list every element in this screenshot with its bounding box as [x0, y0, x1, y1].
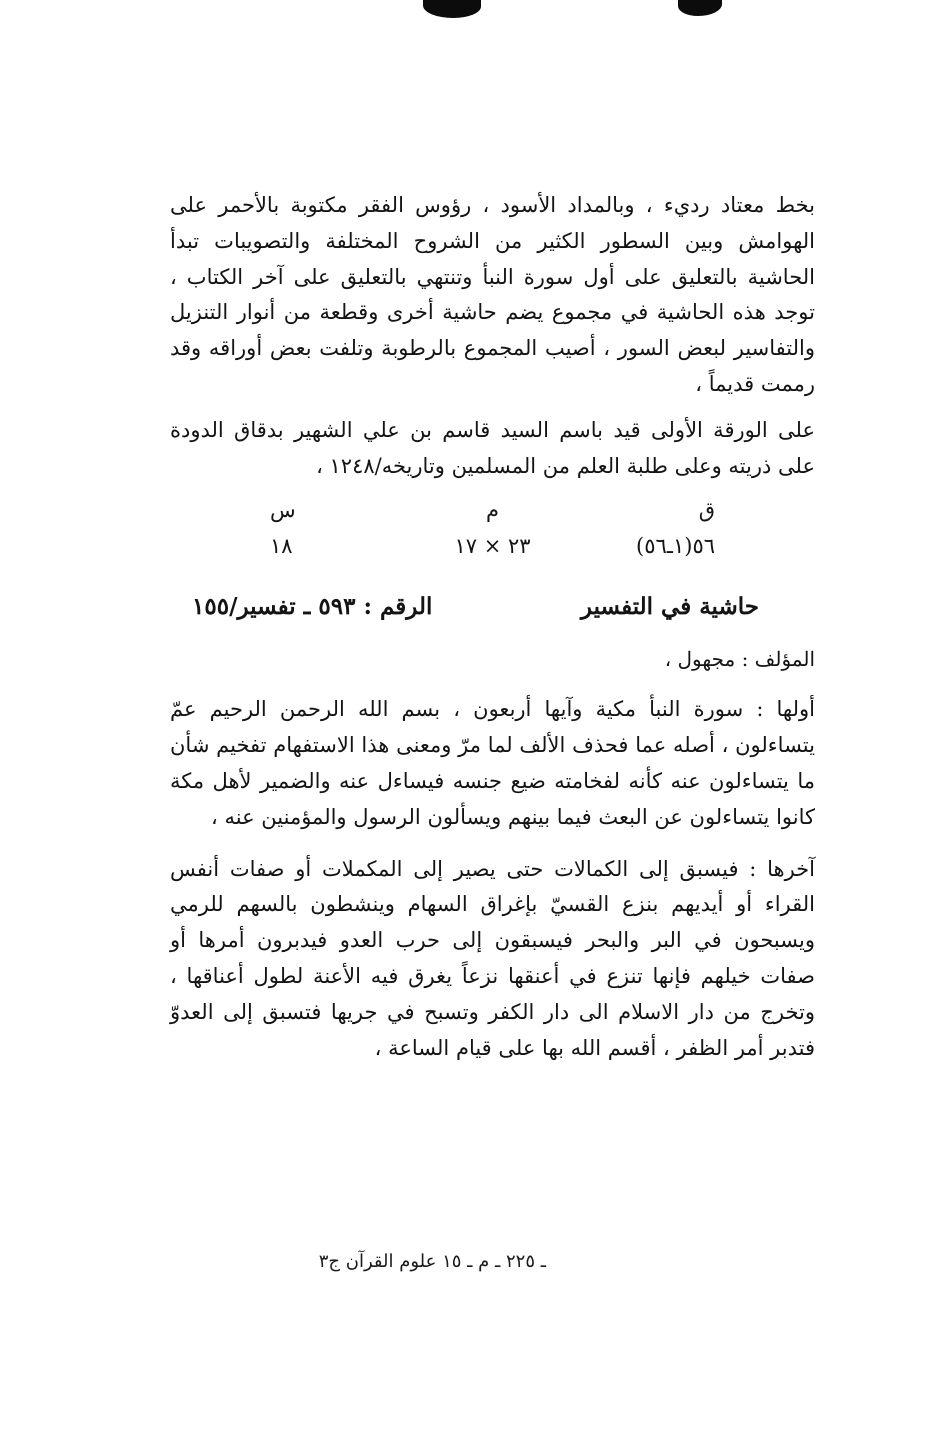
- entry-author: المؤلف : مجهول ،: [664, 647, 815, 672]
- ending-paragraph: آخرها : فيسبق إلى الكمالات حتى يصير إلى المكملات أو صفات أنفس القراء أو أيديهم بنزع القسيّ بإغراق السهام وينشطون بالسهم للرمي ويسبحون في البر والبحر فيسبقون إلى حرب العدو فيدبرون أمرها أو صفات خيلهم فإنها تنزع في أعنقها نزعاً يغرق فيه الأعنة لطول أعناقها ، وتخرج من دار الاسلام الى دار الكفر وتسبح في جريها فتسبق إلى العدوّ فتدبر أمر الظفر ، أقسم الله بها على قيام الساعة ،: [170, 856, 815, 1060]
- intro-paragraph: بخط معتاد رديء ، وبالمداد الأسود ، رؤوس الفقر مكتوبة بالأحمر على الهوامش وبين السطور الكثير من الشروح المختلفة والتصويبات تبدأ الحاشية بالتعليق على أول سورة النبأ وتنتهي بالتعليق على آخر الكتاب ، توجد هذه الحاشية في مجموع يضم حاشية أخرى وقطعة من أنوار التنزيل والتفاسير لبعض السور ، أصيب المجموع بالرطوبة وتلفت بعض أوراقه وقد رممت قديماً ،: [170, 193, 815, 396]
- page-footer: ـ ٢٢٥ ـ م ـ ١٥ علوم القرآن ج٣: [318, 1251, 546, 1272]
- entry-heading: [170, 590, 815, 624]
- manuscript-codes: [170, 492, 815, 564]
- entry-title: حاشية في التفسير: [580, 593, 759, 621]
- code-header-mim: م: [485, 498, 499, 523]
- code-value-lines: ١٨: [270, 534, 293, 559]
- code-header-sin: س: [270, 498, 296, 523]
- beginning-paragraph: أولها : سورة النبأ مكية وآيها أربعون ، بسم الله الرحمن الرحيم عمّ يتساءلون ، أصله عما فحذف الألف لما مرّ ومعنى هذا الاستفهام تفخيم شأن ما يتساءلون عنه كأنه لفخامته ضيع جنسه فيساءل عنه والضمير لأهل مكة كانوا يتساءلون عن البعث فيما بينهم ويسألون الرسول والمؤمنين عنه ،: [170, 697, 815, 829]
- page-body: [170, 188, 815, 1066]
- entry-number: الرقم : ٥٩٣ ـ تفسير/١٥٥: [192, 593, 433, 621]
- code-header-qaf: ق: [698, 498, 715, 523]
- code-value-folios: ٥٦(١ـ٥٦): [636, 534, 715, 559]
- code-value-size: ٢٣ × ١٧: [454, 534, 531, 559]
- ink-blot-right: [678, 0, 722, 16]
- ink-blot-left: [423, 0, 481, 18]
- ownership-paragraph: على الورقة الأولى قيد باسم السيد قاسم بن علي الشهير بدقاق الدودة على ذريته وعلى طلبة العلم من المسلمين وتاريخه/١٢٤٨ ،: [170, 417, 815, 478]
